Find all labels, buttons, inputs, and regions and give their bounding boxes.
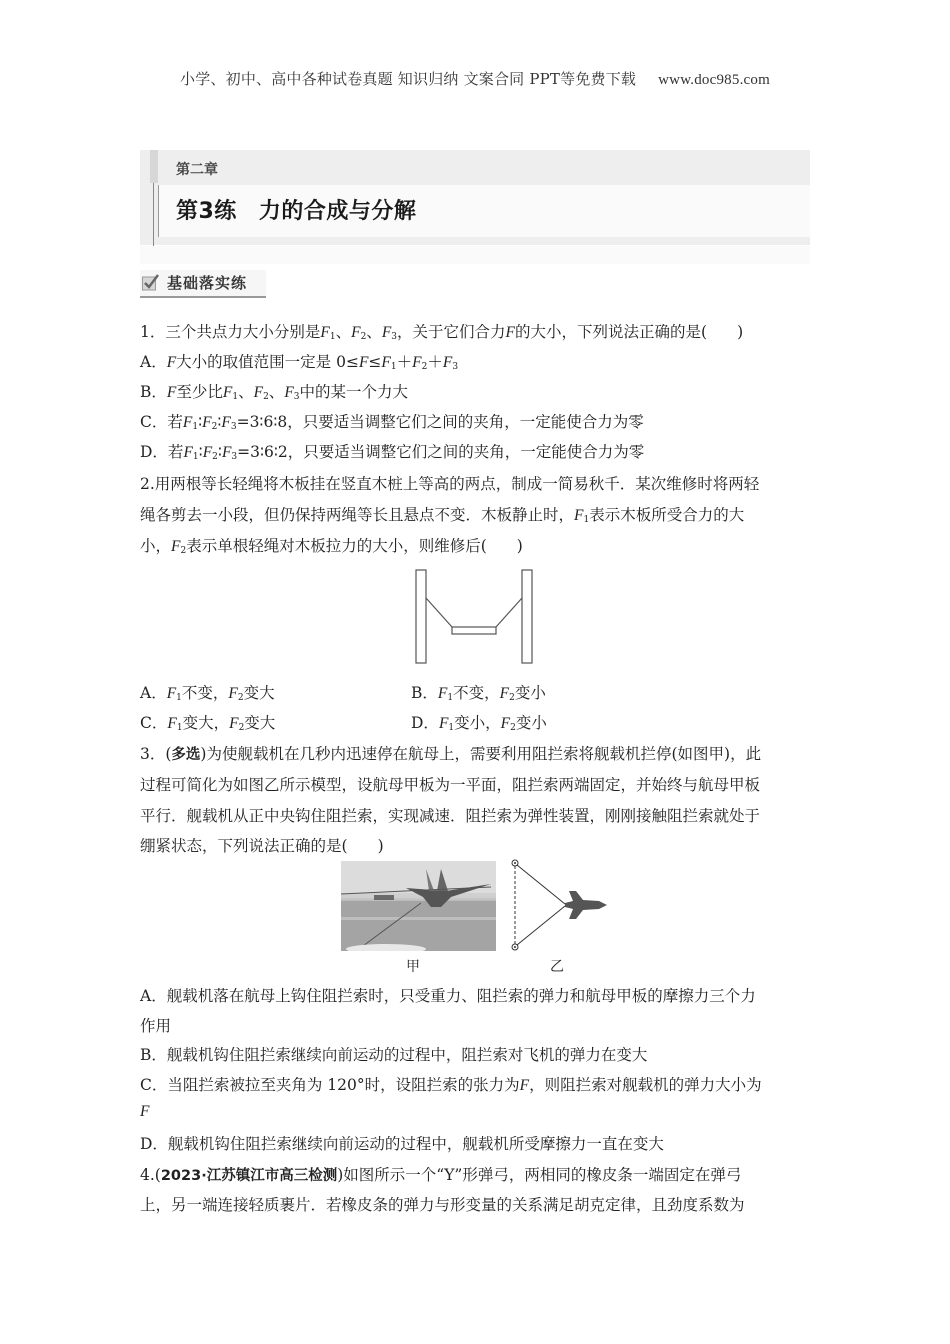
multi-select-tag: 多选	[171, 747, 201, 763]
q1-option-c[interactable]: C．若$F_1∶F_2∶F_3=3∶6∶8$，只要适当调整它们之间的夹角，一定能使合力为零	[140, 413, 644, 432]
q2-stem-line2: 绳各剪去一小段，但仍保持两绳等长且悬点不变．木板静止时，$F_1$表示木板所受合力的大	[140, 506, 745, 525]
banner-text: 小学、初中、高中各种试卷真题 知识归纳 文案合同 PPT等免费下载	[180, 70, 637, 88]
rule-decoration	[153, 183, 154, 247]
q1-option-a[interactable]: A．F大小的取值范围一定是 $0\le F\le F_1+F_2+F_3$	[140, 353, 459, 372]
chapter-header	[140, 150, 810, 245]
right-rope	[496, 598, 522, 627]
q2-option-c[interactable]: C．$F_1$变大，$F_2$变大	[140, 714, 276, 733]
q3-option-a-line2: 作用	[140, 1017, 172, 1035]
right-post	[522, 570, 532, 663]
chapter-label: 第二章	[176, 162, 218, 178]
banner-url[interactable]: www.doc985.com	[658, 72, 770, 88]
arresting-cable-figures	[338, 855, 618, 973]
q3-option-b[interactable]: B．舰载机钩住阻拦索继续向前运动的过程中，阻拦索对飞机的弹力在变大	[140, 1046, 648, 1064]
jet-silhouette-icon	[565, 891, 607, 919]
q3-stem-line2: 过程可简化为如图乙所示模型，设航母甲板为一平面，阻拦索两端固定，并始终与航母甲板	[140, 776, 761, 794]
q1-option-d[interactable]: D．若$F_1∶F_2∶F_3=3∶6∶2$，只要适当调整它们之间的夹角，一定能使合力为零	[140, 443, 645, 462]
figure-label-yi: 乙	[550, 959, 564, 975]
q4-stem-line2: 上，另一端连接轻质裹片．若橡皮条的弹力与形变量的关系满足胡克定律，且劲度系数为	[140, 1196, 745, 1214]
left-rope	[426, 598, 452, 627]
q2-option-b[interactable]: B．$F_1$不变，$F_2$变小	[411, 684, 546, 703]
swing-diagram	[410, 568, 540, 668]
q3-stem-line1: 3．(多选)为使舰载机在几秒内迅速停在航母上，需要利用阻拦索将舰载机拦停(如图甲)，此	[140, 745, 762, 763]
cable-lower	[517, 906, 565, 945]
section-heading	[140, 270, 266, 298]
q2-stem-line1: 2.用两根等长轻绳将木板挂在竖直木桩上等高的两点，制成一简易秋千．某次维修时将两轻	[140, 475, 760, 493]
q1-option-b[interactable]: B．F至少比$F_1$、$F_2$、$F_3$中的某一个力大	[140, 383, 409, 402]
site-banner	[0, 68, 950, 89]
carrier-landing-photo	[341, 861, 496, 951]
q3-option-c-line2: F	[140, 1103, 150, 1120]
left-post	[416, 570, 426, 663]
q1-stem: 1．三个共点力大小分别是$F_1$、$F_2$、$F_3$，关于它们合力F的大小，下列说法正确的是( )	[140, 323, 744, 342]
q3-stem-line4: 绷紧状态，下列说法正确的是( )	[140, 837, 384, 855]
q2-option-a[interactable]: A．$F_1$不变，$F_2$变大	[140, 684, 275, 703]
lesson-number: 第3练	[176, 199, 237, 224]
q3-option-c-line1[interactable]: C．当阻拦索被拉至夹角为 120°时，设阻拦索的张力为F，则阻拦索对舰载机的弹力大小为	[140, 1076, 762, 1094]
jet-landing-image	[341, 861, 496, 951]
lesson-title	[176, 194, 416, 225]
q4-stem-line1: 4.(2023·江苏镇江市高三检测)如图所示一个“Y”形弹弓，两相同的橡皮条一端固定在弹弓	[140, 1166, 742, 1184]
cable-upper	[517, 865, 565, 904]
q4-source: 2023·江苏镇江市高三检测	[160, 1168, 338, 1184]
section-label: 基础落实练	[167, 274, 248, 292]
lesson-name: 力的合成与分解	[258, 199, 417, 224]
chapter-tab-decoration	[150, 150, 158, 183]
q2-option-d[interactable]: D．$F_1$变小，$F_2$变小	[411, 714, 547, 733]
cable-model-diagram	[503, 855, 618, 955]
header-band	[140, 246, 810, 264]
q3-option-a-line1[interactable]: A．舰载机落在航母上钩住阻拦索时，只受重力、阻拦索的弹力和航母甲板的摩擦力三个力	[140, 987, 756, 1005]
q2-stem-line3: 小，$F_2$表示单根轻绳对木板拉力的大小，则维修后( )	[140, 537, 523, 556]
q3-option-d[interactable]: D．舰载机钩住阻拦索继续向前运动的过程中，舰载机所受摩擦力一直在变大	[140, 1135, 664, 1153]
swing-board	[452, 627, 496, 634]
checkbox-checked-icon	[142, 274, 159, 291]
q3-stem-line3: 平行．舰载机从正中央钩住阻拦索，实现减速．阻拦索为弹性装置，刚刚接触阻拦索就处于	[140, 807, 761, 825]
figure-label-jia: 甲	[406, 959, 420, 975]
